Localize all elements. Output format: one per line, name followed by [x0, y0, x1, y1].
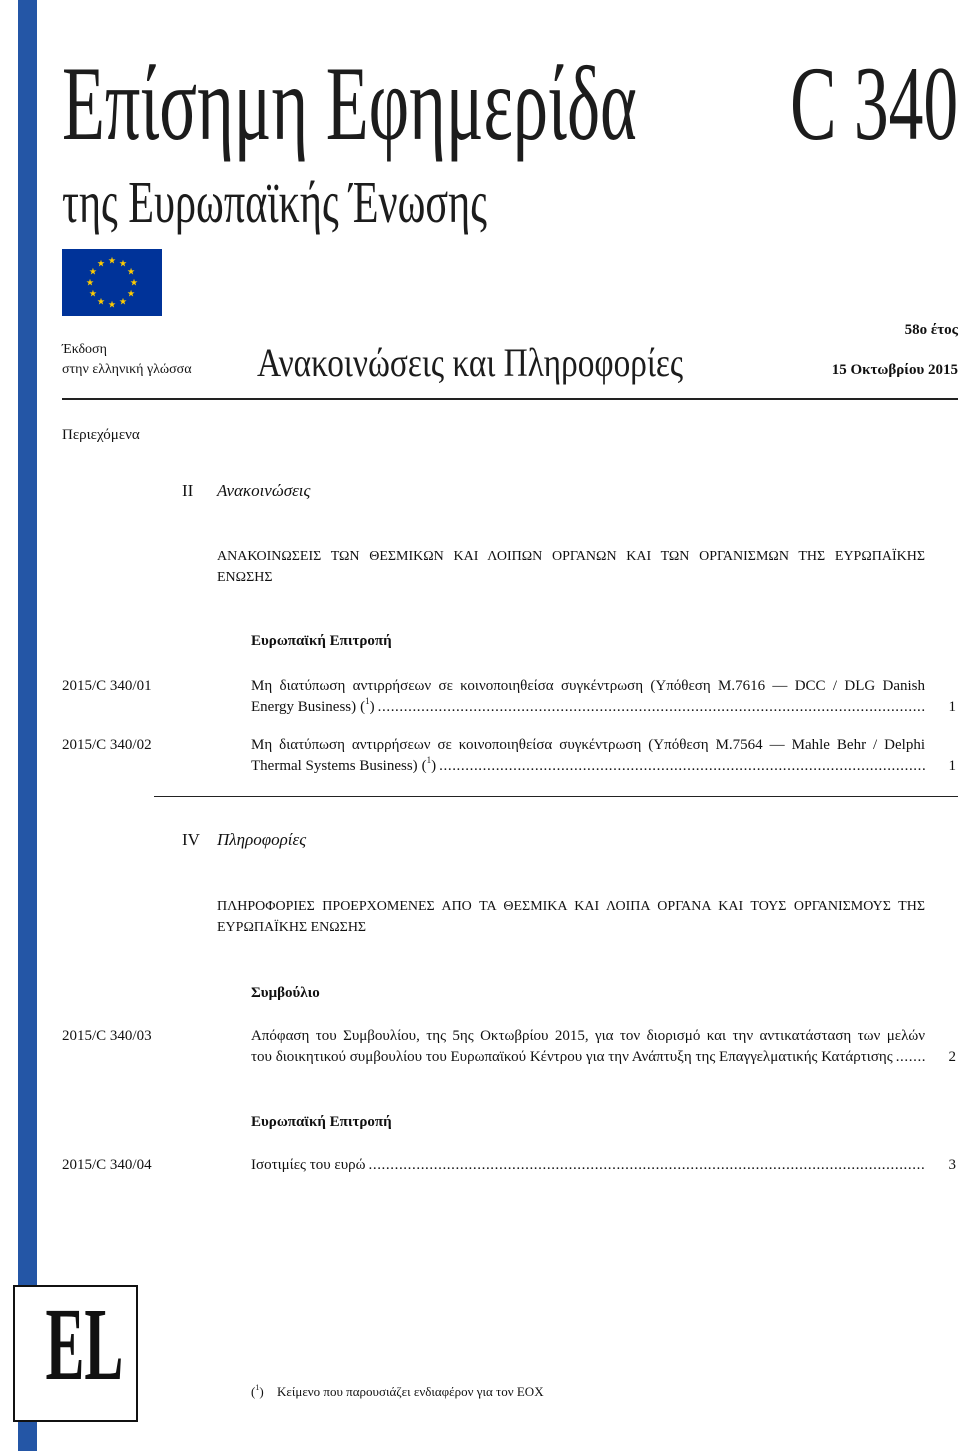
section-title: Ανακοινώσεις	[217, 481, 311, 500]
entry-title-last-line	[251, 697, 925, 718]
entry-title-line: Thermal Systems Business)( $^1$ )	[251, 756, 436, 777]
footnote-text: Κείμενο που παρουσιάζει ενδιαφέρον για τον ΕΟΧ	[277, 1384, 544, 1399]
institution-heading: Συμβούλιο	[251, 985, 320, 1001]
section-subheading-line: ΑΝΑΚΟΙΝΩΣΕΙΣ ΤΩΝ ΘΕΣΜΙΚΩΝ ΚΑΙ ΛΟΙΠΩΝ ΟΡΓΑΝΩΝ ΚΑΙ ΤΩΝ ΟΡΓΑΝΙΣΜΩΝ ΤΗΣ ΕΥΡΩΠΑΪΚΗΣ	[217, 549, 925, 564]
section-subheading-line: ΕΝΩΣΗΣ	[217, 570, 273, 585]
publication-date: 15 Οκτωβρίου 2015	[831, 362, 958, 378]
entry-code: 2015/C 340/03	[62, 1028, 152, 1044]
dot-leader	[378, 697, 925, 718]
entry-title-line: Απόφαση του Συμβουλίου, της 5ης Οκτωβρίου 2015, για τον διορισμό και την αντικατάσταση των μελών	[251, 1028, 925, 1044]
language-code: EL	[45, 1287, 124, 1402]
language-code-box	[13, 1285, 138, 1422]
section-subheading	[217, 546, 925, 588]
entry-title	[251, 735, 925, 777]
section-title: Πληροφορίες	[217, 830, 307, 849]
footnote-reference	[360, 696, 375, 715]
footnote-number: 1	[255, 1382, 260, 1392]
toc-entry[interactable]	[62, 735, 958, 777]
footnote	[251, 1382, 544, 1402]
dot-leader	[896, 1047, 925, 1068]
dot-leader	[369, 1155, 926, 1176]
entry-title-last-line	[251, 1047, 925, 1068]
edition-language	[62, 340, 192, 380]
entry-title	[251, 676, 925, 718]
section-subheading-line: ΠΛΗΡΟΦΟΡΙΕΣ ΠΡΟΕΡΧΟΜΕΝΕΣ ΑΠΟ ΤΑ ΘΕΣΜΙΚΑ ΚΑΙ ΛΟΙΠΑ ΟΡΓΑΝΑ ΚΑΙ ΤΟΥΣ ΟΡΓΑΝΙΣΜΟΥΣ ΤΗΣ	[217, 899, 925, 914]
toc-entry[interactable]	[62, 676, 958, 718]
footnote-reference	[422, 755, 437, 774]
institution-heading: Ευρωπαϊκή Επιτροπή	[251, 633, 392, 649]
entry-title-line: του διοικητικού συμβουλίου του Ευρωπαϊκού Κέντρου για την Ανάπτυξη της Επαγγελματικής Κατάρτισης	[251, 1049, 893, 1065]
footnote-number: 1	[365, 696, 370, 706]
entry-title	[251, 1155, 925, 1176]
entry-code: 2015/C 340/04	[62, 1157, 152, 1173]
eu-flag	[62, 249, 162, 316]
journal-subtitle: της Ευρωπαϊκής Ένωσης	[62, 169, 487, 235]
dot-leader	[439, 756, 925, 777]
section-number: II	[182, 481, 194, 500]
entry-page-number: 3	[948, 1157, 956, 1173]
series-title: Ανακοινώσεις και Πληροφορίες	[257, 340, 684, 385]
entry-title-line: Μη διατύπωση αντιρρήσεων σε κοινοποιηθείσα συγκέντρωση (Υπόθεση M.7564 — Mahle Behr / Delphi	[251, 737, 925, 753]
section-subheading-line: ΕΥΡΩΠΑΪΚΗΣ ΕΝΩΣΗΣ	[217, 920, 367, 935]
toc-entry[interactable]	[62, 1026, 958, 1068]
contents-heading: Περιεχόμενα	[62, 427, 140, 443]
edition-language-label: στην ελληνική γλώσσα	[62, 362, 192, 377]
footnote-marker: ($^1$)	[251, 1382, 264, 1399]
journal-title: Επίσημη Εφημερίδα	[62, 45, 637, 162]
footnote-number: 1	[426, 755, 432, 765]
entry-page-number: 1	[948, 699, 956, 715]
entry-page-number: 1	[948, 758, 956, 774]
entry-code: 2015/C 340/01	[62, 678, 152, 694]
entry-title	[251, 1026, 925, 1068]
entry-title-line: Ισοτιμίες του ευρώ	[251, 1157, 366, 1173]
section-subheading	[217, 896, 925, 938]
institution-heading: Ευρωπαϊκή Επιτροπή	[251, 1114, 392, 1130]
section-divider	[154, 796, 958, 797]
section-number: IV	[182, 830, 200, 849]
issue-number: C 340	[789, 45, 958, 162]
masthead-divider	[62, 398, 958, 400]
blue-side-stripe	[18, 0, 37, 1451]
publication-year: 58ο έτος	[904, 322, 958, 338]
entry-page-number: 2	[948, 1049, 956, 1065]
entry-code: 2015/C 340/02	[62, 737, 152, 753]
edition-label: Έκδοση	[62, 342, 107, 357]
entry-title-line: Energy Business)( $^1$ )	[251, 697, 375, 718]
toc-entry[interactable]	[62, 1155, 958, 1176]
entry-title-last-line	[251, 1155, 925, 1176]
entry-title-last-line	[251, 756, 925, 777]
entry-title-line: Μη διατύπωση αντιρρήσεων σε κοινοποιηθείσα συγκέντρωση (Υπόθεση M.7616 — DCC / DLG Danish	[251, 678, 925, 694]
